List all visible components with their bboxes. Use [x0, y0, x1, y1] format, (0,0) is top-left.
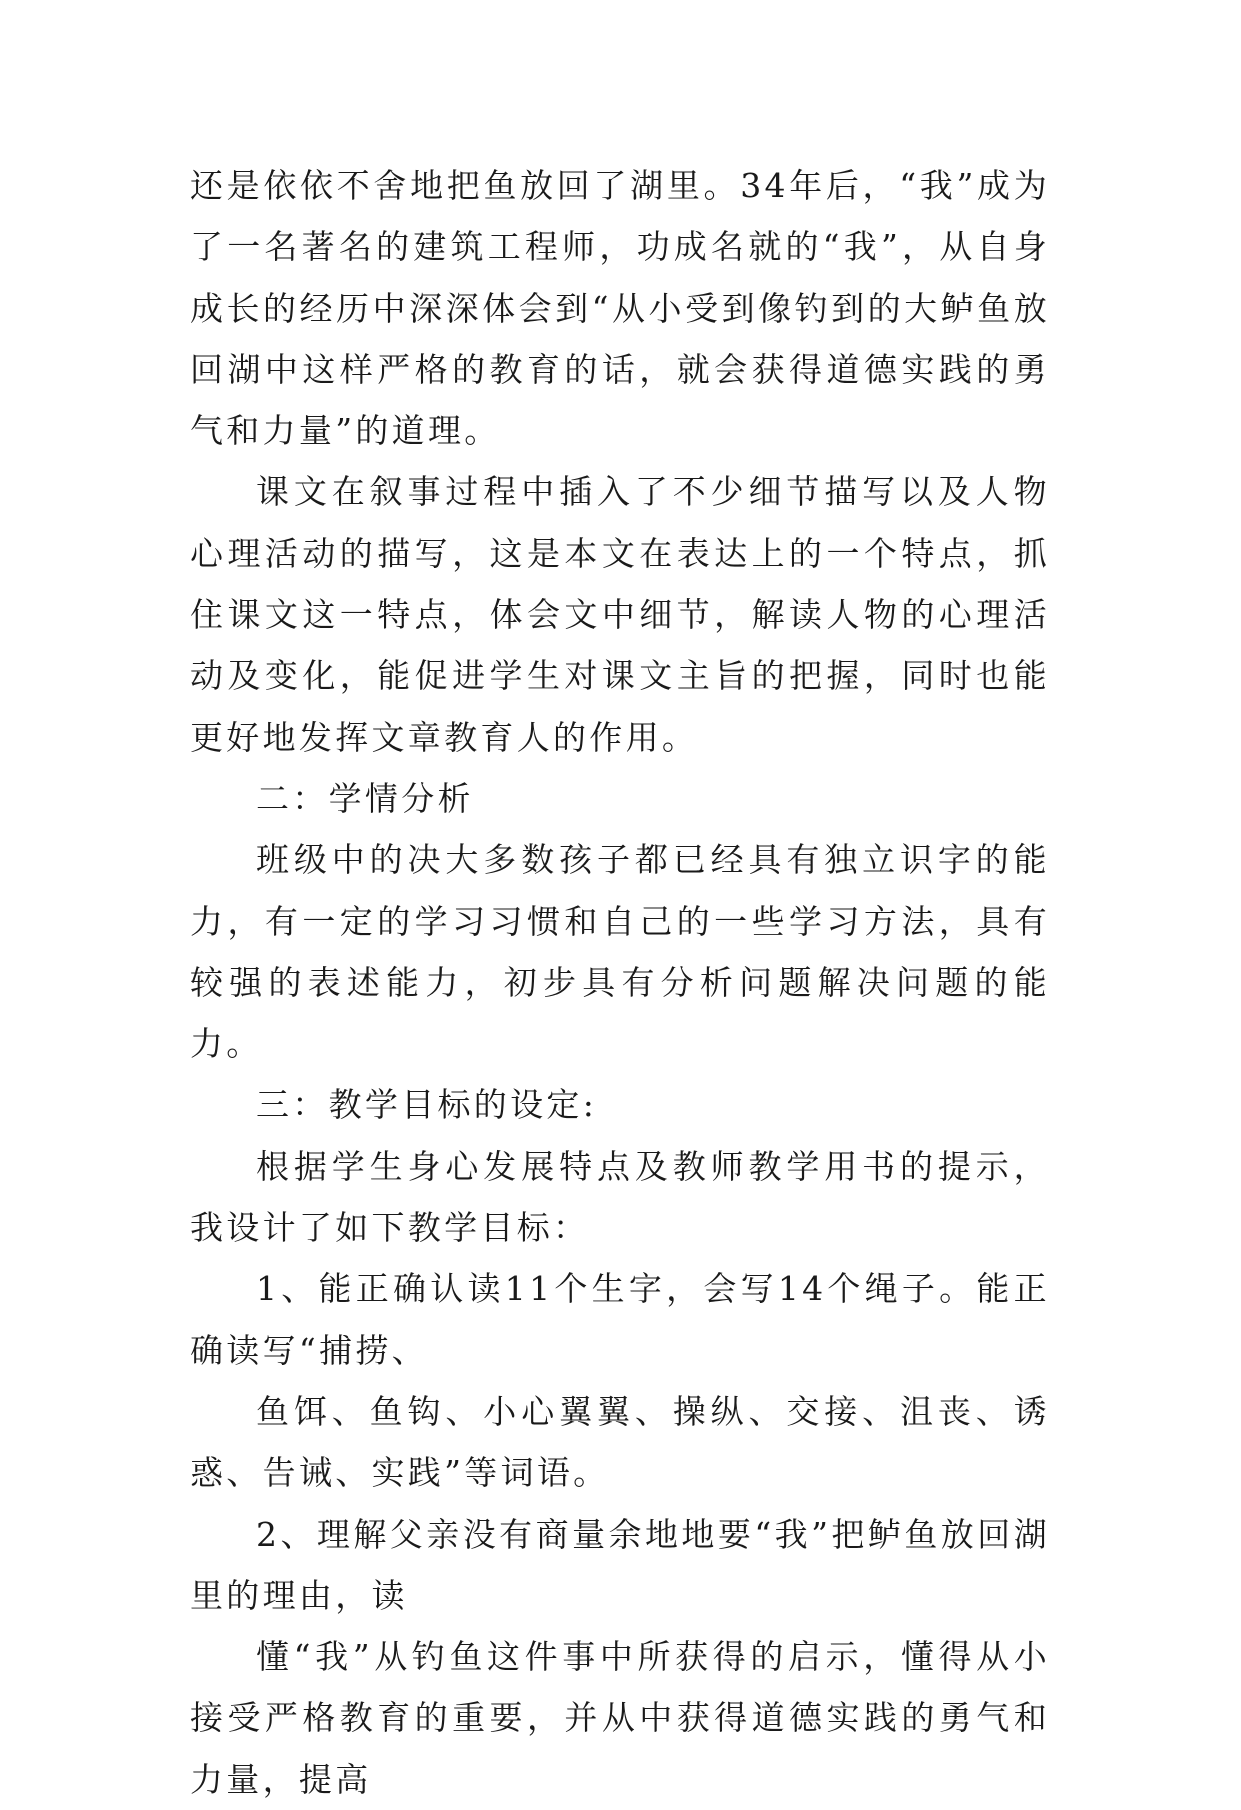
paragraph-text-features: 课文在叙事过程中插入了不少细节描写以及人物心理活动的描写，这是本文在表达上的一个特点，抓住课文这一特点，体会文中细节，解读人物的心理活动及变化，能促进学生对课文主旨的把握，同时也能更好地发挥文章教育人的作用。 — [190, 472, 1050, 757]
goal-item-1-continued: 鱼饵、鱼钩、小心翼翼、操纵、交接、沮丧、诱惑、告诫、实践”等词语。 — [190, 1391, 1050, 1493]
goal-item-2-continued: 懂“我”从钓鱼这件事中所获得的启示，懂得从小接受严格教育的重要，并从中获得道德实践的勇气和力量，提高 — [190, 1637, 1050, 1799]
document-body — [190, 155, 1050, 1810]
heading-student-analysis: 二：学情分析 — [256, 778, 474, 818]
paragraph-story-ending: 还是依依不舍地把鱼放回了湖里。34年后，“我”成为了一名著名的建筑工程师，功成名就的“我”，从自身成长的经历中深深体会到“从小受到像钓到的大鲈鱼放回湖中这样严格的教育的话，就会获得道德实践的勇气和力量”的道理。 — [190, 166, 1050, 451]
heading-teaching-goals: 三：教学目标的设定: — [256, 1085, 598, 1125]
paragraph-goals-intro: 根据学生身心发展特点及教师教学用书的提示，我设计了如下教学目标： — [190, 1146, 1050, 1248]
paragraph-student-analysis: 班级中的决大多数孩子都已经具有独立识字的能力，有一定的学习习惯和自己的一些学习方法，具有较强的表述能力，初步具有分析问题解决问题的能力。 — [190, 840, 1050, 1064]
goal-item-2: 2、理解父亲没有商量余地地要“我”把鲈鱼放回湖里的理由，读 — [190, 1514, 1050, 1615]
goal-item-1: 1、能正确认读11个生字，会写14个绳子。能正确读写“捕捞、 — [190, 1269, 1050, 1370]
